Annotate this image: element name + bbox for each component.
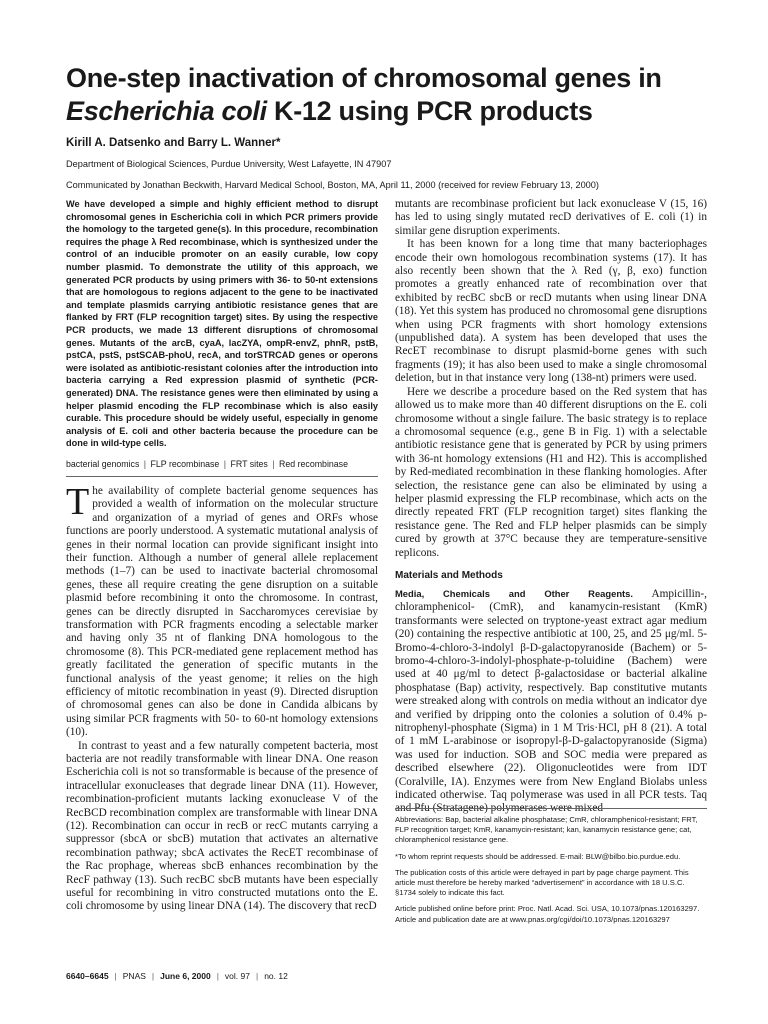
article-title [66,62,726,128]
drop-cap: T [66,480,90,523]
footnotes [395,808,707,931]
methods-paragraph [395,587,707,816]
communicated-by: Communicated by Jonathan Beckwith, Harvard Medical School, Boston, MA, April 11, 2000 (received for review February 13, 2000) [66,180,599,190]
intro-paragraph-2: In contrast to yeast and a few naturally competent bacteria, most bacteria are not readily transformable with linear DNA. One reason Escherichia coli is not so transformable is because of the presence of intracellular exonucleases that degrade linear DNA (11). However, recombination-proficient mutants lacking exonuclease V of the RecBCD recombination complex are transformable with linear DNA (12). Recombination can occur in recB or recC mutants carrying a suppressor (sbcA or sbcB) mutation that activates an alternative recombination pathway; sbcA activates the RecET recombinase of the Rac prophage, whereas sbcB enhances recombination by the RecF pathway (13). Such recBC sbcB mutants have been especially useful for recombining in vitro constructed mutations onto the E. coli chromosome by using linear DNA (14). The discovery that recD [66,739,378,913]
author-list: Kirill A. Datsenko and Barry L. Wanner* [66,137,281,149]
title-line-1: One-step inactivation of chromosomal genes in [66,63,662,93]
page-footer: 6640–6645 | PNAS | June 6, 2000 | vol. 97 | no. 12 [66,971,288,981]
keyword-list: bacterial genomics | FLP recombinase | FRT sites | Red recombinase [66,458,348,469]
keyword: FRT sites [230,458,268,469]
section-divider [66,476,378,477]
title-species: Escherichia coli [66,96,267,126]
abstract: We have developed a simple and highly efficient method to disrupt chromosomal genes in Escherichia coli in which PCR primers provide the homology to the targeted gene(s). In this procedure, recombination requires the phage λ Red recombinase, which is synthesized under the control of an inducible promoter on an easily curable, low copy number plasmid. To demonstrate the utility of this approach, we generated PCR products by using primers with 36- to 50-nt extensions that are homologous to regions adjacent to the gene to be inactivated and template plasmids carrying antibiotic resistance genes that are flanked by FRT (FLP recognition target) sites. By using the respective PCR products, we made 13 different disruptions of chromosomal genes. Mutants of the arcB, cyaA, lacZYA, ompR-envZ, phnR, pstB, pstCA, pstS, pstSCAB-phoU, recA, and torSTRCAD genes or operons were isolated as antibiotic-resistant colonies after the introduction into bacteria carrying a Red expression plasmid of synthetic (PCR-generated) DNA. The resistance genes were then eliminated by using a helper plasmid encoding the FLP recombinase which is also easily curable. This procedure should be widely useful, especially in genome analysis of E. coli and other bacteria because the procedure can be done in wild-type cells. [66,199,378,449]
right-column [395,198,707,816]
body-paragraph-continued: mutants are recombinase proficient but lack exonuclease V (15, 16) has led to using singly mutated recD derivatives of E. coli (1) in similar gene disruption experiments. [395,198,707,237]
footnote-abbreviations: Abbreviations: Bap, bacterial alkaline phosphatase; CmR, chloramphenicol-resistant; FRT, FLP recognition target; KmR, kanamycin-resistant; kan, kanamycin resistance gene; cat, chloramphenicol resistance gene. [395,815,698,845]
title-line-2-rest: K-12 using PCR products [266,96,593,126]
footnote-publication-costs: The publication costs of this article were defrayed in part by page charge payment. This article must therefore be hereby marked “advertisement” in accordance with 18 U.S.C. §1734 solely to indicate this fact. [395,867,689,898]
section-heading: Materials and Methods [395,569,503,581]
footnote-online: Article published online before print: Proc. Natl. Acad. Sci. USA, 10.1073/pnas.120163297. Article and publication date are at www.pnas.org/cgi/doi/10.1073/pnas.120163297 [395,904,700,924]
subsection-heading: Media, Chemicals and Other Reagents. [395,587,633,599]
body-paragraph: Here we describe a procedure based on the Red system that has allowed us to make more than 40 different disruptions on the E. coli chromosome without a single failure. The basic strategy is to replace a chromosomal sequence (e.g., gene B in Fig. 1) with a selectable antibiotic resistance gene that is generated by PCR by using primers with 36-nt homology extensions (H1 and H2). This is accomplished by Red-mediated recombination in these flanking homologies. After selection, the resistance gene can also be eliminated by using a helper plasmid expressing the FLP recombinase, which acts on the directly repeated FRT (FLP recognition target) sites flanking the resistance gene. The Red and FLP helper plasmids can be simply cured by growth at 37°C because they are temperature-sensitive replicons. [395,385,707,559]
keyword: Red recombinase [279,458,348,469]
intro-paragraph-1 [66,480,378,740]
page-range: 6640–6645 [66,971,109,981]
affiliation: Department of Biological Sciences, Purdue University, West Lafayette, IN 47907 [66,159,392,169]
body-paragraph: It has been known for a long time that many bacteriophages encode their own homologous recombination systems (17). It has also recently been shown that the λ Red (γ, β, exo) function promotes a greatly enhanced rate of recombination over that exhibited by recBC sbcB or recD mutants when using linear DNA (18). Yet this system has produced no chromosomal gene disruptions when using PCR fragments with short homology extensions (unpublished data). A system has been developed that uses the RecET recombinase to disrupt plasmid-borne genes with such fragments (19); it has also been used to make a single chromosomal deletion, but in that instance very long (138-nt) primers were used. [395,238,707,385]
keyword: bacterial genomics [66,458,140,469]
methods-paragraph-text: Ampicillin-, chloramphenicol- (CmR), and kanamycin-resistant (KmR) transformants were selected on tryptone-yeast extract agar medium (20) containing the respective antibiotic at 100, 25, and 25 μg/ml. 5-Bromo-4-chloro-3-indolyl β-D-galactopyranoside (Bachem) or 5-bromo-4-chloro-3-indolyl-phosphate-p-toluidine (Bachem) were used at 40 μg/ml to detect β-galactosidase or bacterial alkaline phosphatase (Bap) activity, respectively. Bap constitutive mutants were streaked along with controls on media without an indicator dye and verified by dripping onto the colonies a solution of 0.4% p-nitrophenyl-phosphate (Sigma) in 1 M Tris·HCl, pH 8 (21). A total of 1 mM L-arabinose or isopropyl-β-D-galactopyranoside (Sigma) was used for induction. SOB and SOC media were prepared as described elsewhere (22). Oligonucleotides were from IDT (Coralville, IA). Enzymes were from New England Biolabs unless indicated otherwise. Taq polymerase was used in all PCR tests. Taq and Pfu (Stratagene) polymerases were mixed [395,587,707,815]
footnote-correspondence: *To whom reprint requests should be addressed. E-mail: BLW@bilbo.bio.purdue.edu. [395,851,681,861]
volume: vol. 97 [224,971,250,981]
keyword: FLP recombinase [150,458,220,469]
title-line-2 [66,95,726,128]
intro-paragraph-1-text: he availability of complete bacterial genome sequences has provided a wealth of information on the molecular structure and organization of a myriad of genes and ORFs whose functions are poorly understood. A systematic mutational analysis of genes in their normal location can provide significant insight into their function. Although a number of general allele replacement methods (1–7) can be used to inactivate bacterial chromosomal genes, these all require creating the gene disruption on a suitable plasmid before recombining it onto the chromosome. In contrast, genes can be directly disrupted in Saccharomyces cerevisiae by transformation with PCR fragments encoding a selectable marker and having only 35 nt of flanking DNA homologous to the chromosome (8). This PCR-mediated gene replacement method has greatly facilitated the generation of specific mutants in the functional analysis of the yeast genome; it relies on the high efficiency of mitotic recombination in yeast (9). Directed disruption of chromosomal genes can also be done in Candida albicans by using similar PCR fragments with 50- to 60-nt homology extensions (10). [66,484,378,739]
left-column [66,198,378,914]
journal-name: PNAS [122,971,146,981]
issue: no. 12 [264,971,288,981]
publication-date: June 6, 2000 [160,971,211,981]
